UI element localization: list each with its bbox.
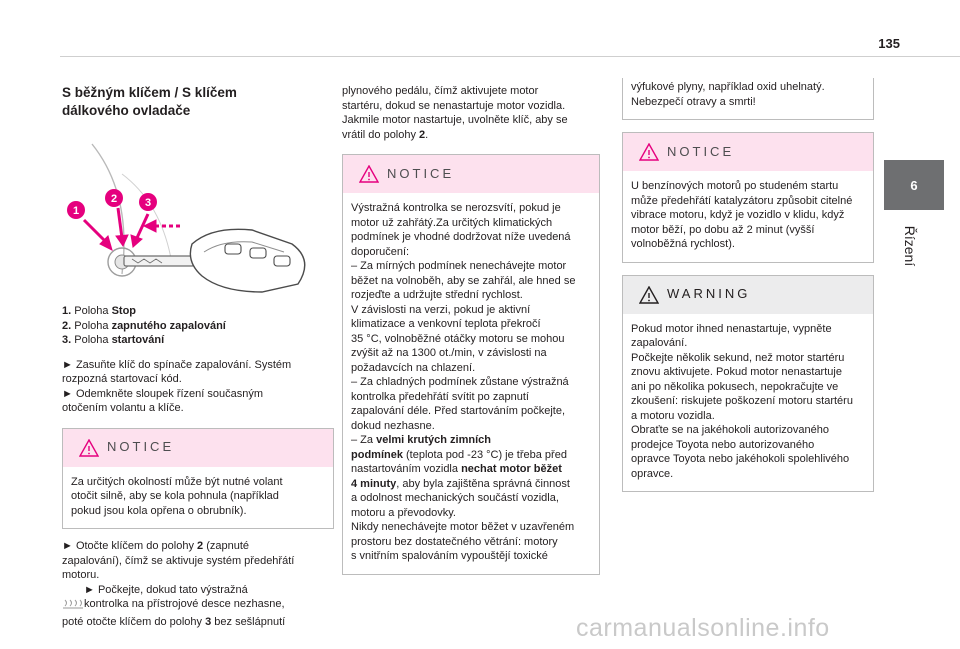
position-list (62, 304, 334, 348)
notice-body: Výstražná kontrolka se nerozsvítí, pokud je motor už zahřátý.Za určitých klimatických podmínek je vhodné dodržovat níže uvedená doporučení: – Za mírných podmínek nenechávejte motor běžet na volnoběh, aby se zahřál, ale hned se rozjeďte a udržujte střední rychlost. V závislosti na verzi, pokud je aktivní klimatizace a venkovní teplota překročí 35 °C, volnoběžné otáčky motoru se mohou zvýšit až na 1300 ot./min, v závislosti na požadavcích na chlazení. – Za chladných podmínek zůstane výstražná kontrolka předehřátí svítit po zapnutí zapalování déle. Před startováním počkejte, dokud nezhasne. – Za velmi krutých zimních podmínek (teplota pod -23 °C) je třeba před nastartováním vozidla nechat motor běžet 4 minuty, aby byla zajištěna správná činnost a odolnost mechanických součástí vozidla, motoru a převodovky. Nikdy nenechávejte motor běžet v uzavřeném prostoru bez dostatečného větrání: motory s vnitřním spalováním vypouštějí toxické (351, 202, 576, 562)
column-middle (342, 84, 600, 575)
instruction-start-continue: plynového pedálu, čímž aktivujete motor startéru, dokud se nenastartuje motor vozidla. Jakmile motor nastartuje, uvolněte klíč, aby se vrátil do polohy 2. (342, 85, 568, 141)
notice-body-continued: výfukové plyny, například oxid uhelnatý. Nebezpečí otravy a smrti! (631, 81, 825, 108)
direction-arrows (84, 208, 180, 250)
section-title: S běžným klíčem / S klíčem dálkového ovladače (62, 85, 237, 118)
notice-title: NOTICE (667, 143, 735, 159)
ignition-key-illustration (62, 134, 334, 294)
notice-body: Za určitých okolností může být nutné volant otočit silně, aby se kola pohnula (například pokud jsou kola opřena o obrubník). (71, 475, 283, 517)
notice-box-preheat (342, 154, 600, 575)
callout-1: 1 (72, 205, 80, 217)
top-rule (60, 56, 960, 57)
notice-box-petrol (622, 132, 874, 263)
page-number: 135 (878, 36, 900, 51)
warning-title: WARNING (667, 286, 751, 302)
notice-title: NOTICE (107, 439, 175, 455)
notice-box-steering (62, 428, 334, 530)
warning-box-starter (622, 275, 874, 493)
warning-triangle-icon (79, 439, 99, 457)
instruction-wait: ► Počkejte, dokud tato výstražná kontrolka na přístrojové desce nezhasne, (62, 583, 334, 616)
instruction-turn-key: ► Otočte klíčem do polohy 2 (zapnuté zapalování), čímž se aktivuje systém předehřátí motoru. (62, 540, 295, 581)
instruction-insert-key: ► Zasuňte klíč do spínače zapalování. Systém rozpozná startovací kód. ► Odemkněte sloupek řízení současným otočením volantu a klíče. (62, 358, 292, 414)
warning-triangle-icon (639, 143, 659, 161)
notice-body: U benzínových motorů po studeném startu může předehřátí katalyzátoru způsobit citelné vibrace motoru, když je vozidlo v klidu, když motor běží, po dobu až 2 minut (vyšší volnoběžná rychlost). (631, 180, 853, 250)
chapter-number: 6 (910, 177, 918, 193)
notice-header (63, 429, 333, 467)
warning-header (623, 276, 873, 314)
notice-header (623, 133, 873, 171)
notice-header (343, 155, 599, 193)
glow-plug-icon (62, 597, 84, 616)
callout-2: 2 (110, 193, 118, 205)
column-left: S běžným klíčem / S klíčem dálkového ovladače 1 2 3 1. Poloha Stop 2. Poloha zapnutého zapalování 3. Poloha startování ► Zasuňte klíč do spínače zapalování. Systém rozpozná startovací kód. ► Odemkněte sloupek řízení současným otočením volantu a klíče. NOTICE Za určitých okolností může být nutné volant otočit silně, aby se kola pohnula (například pokud jsou kola opřena o obrubník). ► Otočte klíčem do polohy 2 (zapnuté zapalování), čímž se aktivuje systém předehřátí motoru. ► Počkejte, dokud tato výstražná kontrolka na přístrojové desce nezhasne, poté otočte klíčem do polohy 3 bez sešlápnutí (62, 78, 334, 630)
chapter-label: Řízení (902, 225, 918, 267)
position-item-2: 2. Poloha zapnutého zapalování (62, 319, 226, 332)
chapter-tab[interactable] (884, 160, 944, 210)
watermark: carmanualsonline.info (576, 614, 830, 642)
notice-title: NOTICE (387, 165, 455, 181)
warning-body: Pokud motor ihned nenastartuje, vypněte zapalování. Počkejte několik sekund, než motor startéru znovu aktivujete. Pokud motor nenastartuje ani po několika pokusech, nepokračujte ve zkoušení: riskujete poškození motoru startéru a motoru vozidla. Obraťte se na jakéhokoli autorizovaného prodejce Toyota nebo autorizovaného opravce Toyota nebo jakéhokoli spolehlivého opravce. (631, 322, 853, 480)
warning-triangle-icon (639, 286, 659, 304)
column-right (622, 78, 874, 492)
position-callouts (67, 189, 157, 219)
position-item-3: 3. Poloha startování (62, 334, 165, 346)
callout-3: 3 (144, 197, 152, 209)
position-item-1: 1. Poloha Stop (62, 305, 137, 317)
warning-triangle-icon (359, 165, 379, 183)
notice-box-continued (622, 78, 874, 120)
ignition-key-figure (62, 134, 334, 294)
